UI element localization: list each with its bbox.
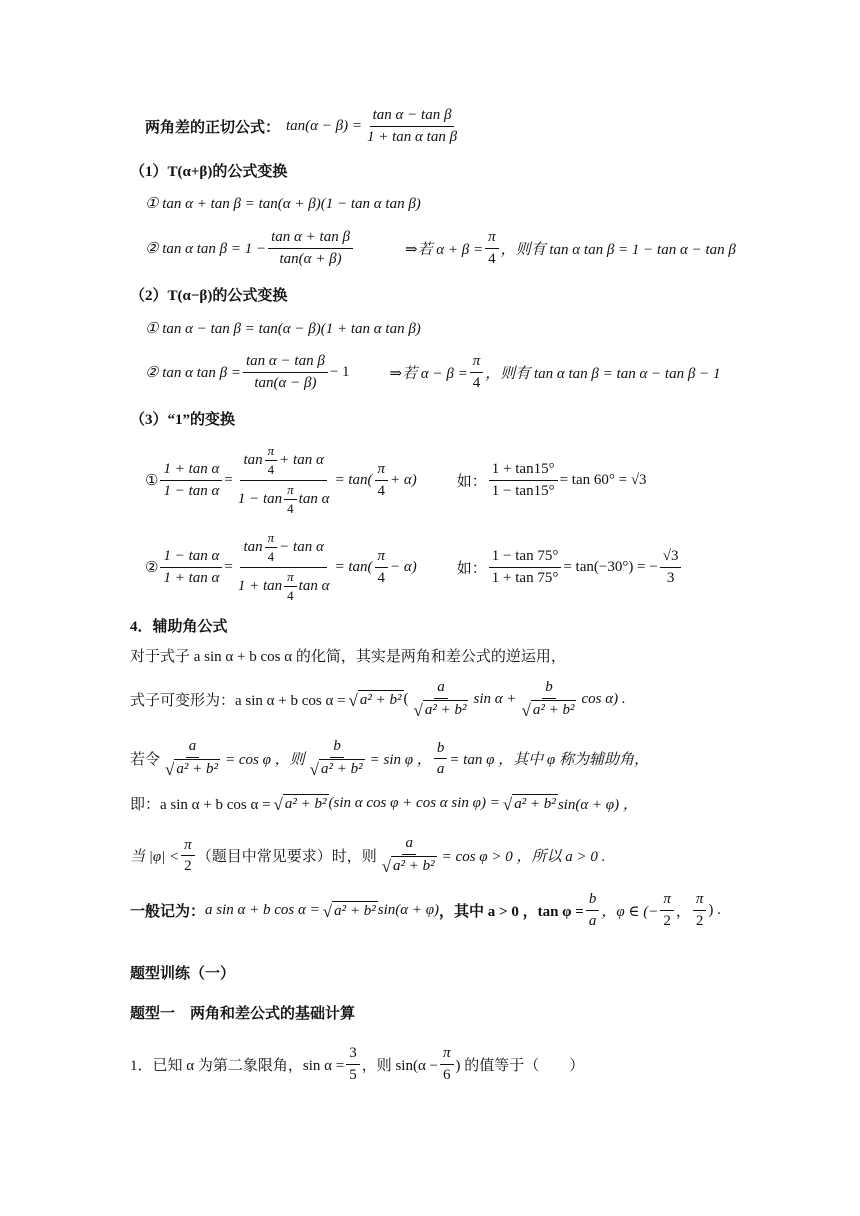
aux-paragraph-2: 式子可变形为：a sin α + b cos α = √ a² + b² ( a √ a² + b² sin α + b √ a² + b² cos α) . [130, 679, 626, 720]
aux-paragraph-3: 若令 a √ a² + b² = cos φ ，则 b √ a² + b² = sin φ ， $\frac{b}{a}$ = tan φ ，其中 φ 称为辅助角， [130, 738, 649, 779]
section-heading-aux: 4．辅助角公式 [130, 619, 228, 635]
aux-paragraph-5: 当 |φ| < $\frac{\pi}{2}$ （题目中常见要求）时，则 a √ a² + b² = cos φ > 0 ，所以 a > 0 . [130, 835, 606, 876]
section-heading-t2: （2）T(α−β)的公式变换 [130, 288, 288, 304]
section-heading-t3: （3）“1”的变换 [130, 412, 236, 428]
formula-fraction: $\frac{\text{tan α − tan β}}{\text{1 + tan α tan β}}$ [367, 107, 458, 145]
aux-paragraph-1: 对于式子 a sin α + b cos α 的化简，其实是两角和差公式的逆运用， [130, 649, 566, 665]
formula-t1-2: ② tan α tan β = 1 − $\frac{\text{tan α + tan β}}{\tan(\alpha + \beta)}$ ⇒若 α + β = $\frac{\pi}{4}$ ，则有 tan α tan β = 1 − tan α − tan β [145, 229, 736, 267]
one-transform-2: ② $\frac{\text{1 − tan α}}{\text{1 + tan α}}$ = tan $\frac{\pi}{4}$ − tan α 1 + tan $\frac{\pi}{4}$ tan α = tan( $\frac{\pi}{4}$ − α) 如： $\frac{1 - \tan 75^\circ}{1 + \tan 75^\circ}$ = tan(−30°) = − $\frac{√3}{3}$ [145, 530, 683, 604]
aux-general-form: 一般记为： a sin α + b cos α = √ a² + b² sin(α + φ) ，其中 a > 0 ，tan φ = $\frac{b}{a}$ ，φ ∈ (− $\frac{\pi}{2}$ ， $\frac{\pi}{2}$ ) . [130, 891, 721, 929]
question-1: 1．已知 α 为第二象限角，sin α = $\frac{3}{5}$ ，则 sin(α − $\frac{\pi}{6}$ ) 的值等于（ ） [130, 1045, 585, 1083]
aux-paragraph-4: 即：a sin α + b cos α = √ a² + b² (sin α cos φ + cos α sin φ) = √ a² + b² sin(α + φ) ， [130, 795, 638, 814]
formula-t2-2: ② tan α tan β = $\frac{\text{tan α − tan β}}{\tan(\alpha - \beta)}$ − 1 ⇒若 α − β = $\frac{\pi}{4}$ ，则有 tan α tan β = tan α − tan β − 1 [145, 353, 721, 391]
section-heading-t1: （1）T(α+β)的公式变换 [130, 164, 288, 180]
formula-lhs: tan(α − β) = [286, 117, 363, 134]
formula-t1-1: ① tan α + tan β = tan(α + β)(1 − tan α tan β) [145, 196, 421, 212]
tangent-difference-formula [145, 106, 462, 147]
training-heading: 题型训练（一） [130, 966, 236, 982]
formula-label: 两角差的正切公式： [145, 119, 281, 136]
formula-t2-1: ① tan α − tan β = tan(α − β)(1 + tan α tan β) [145, 321, 421, 337]
one-transform-1: ① $\frac{\text{1 + tan α}}{\text{1 − tan α}}$ = tan $\frac{\pi}{4}$ + tan α 1 − tan $\frac{\pi}{4}$ tan α = tan( $\frac{\pi}{4}$ + α) 如： $\frac{1 + \tan 15^\circ}{1 - \tan 15^\circ}$ = tan 60° = √3 [145, 443, 647, 516]
type-one-heading: 题型一 两角和差公式的基础计算 [130, 1006, 356, 1022]
